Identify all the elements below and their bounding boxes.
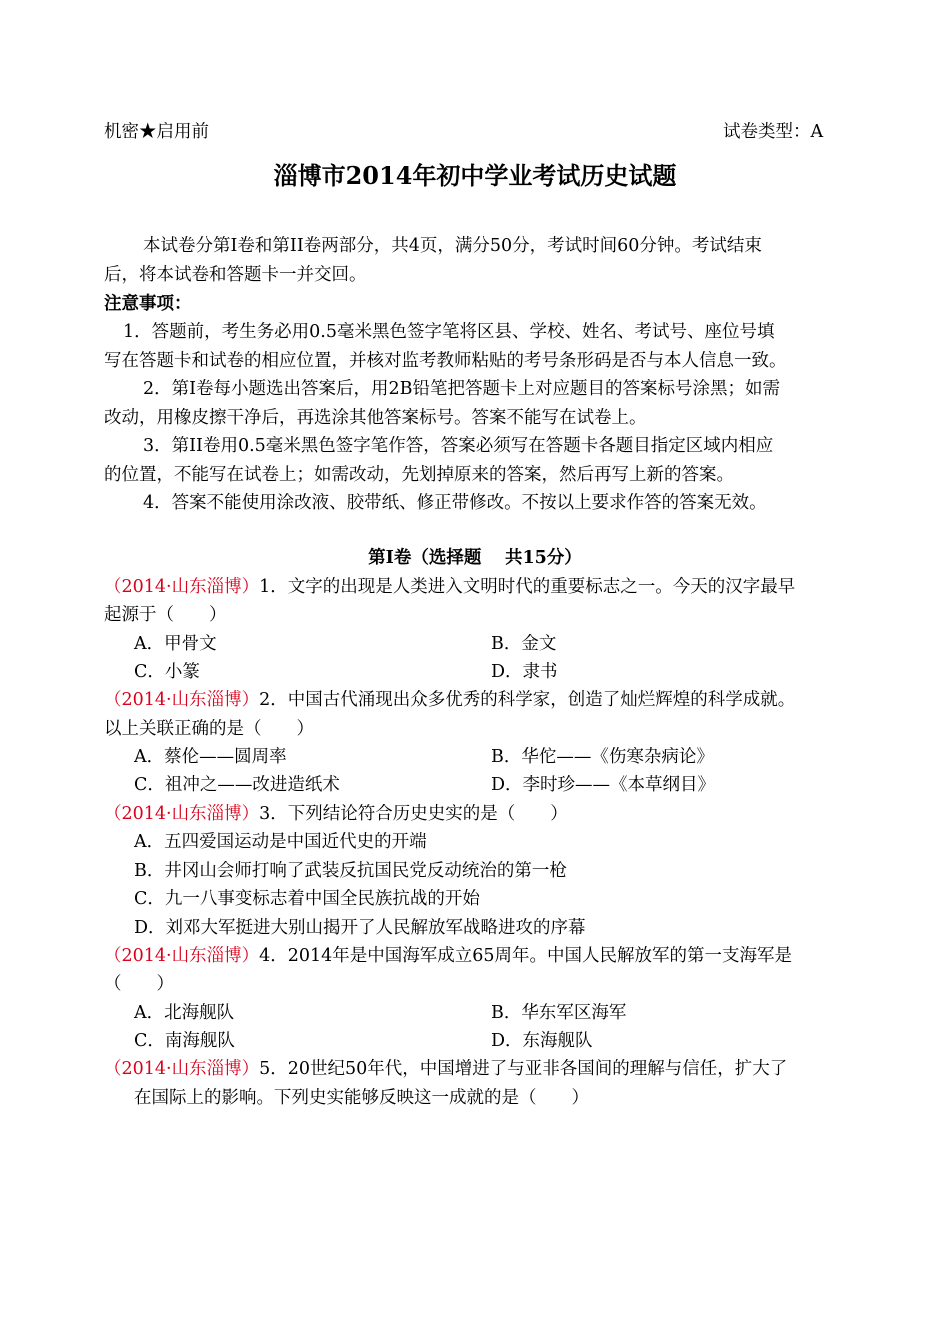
notice-line: 写在答题卡和试卷的相应位置，并核对监考教师粘贴的考号条形码是否与本人信息一致。 bbox=[104, 351, 787, 371]
question-4 bbox=[104, 942, 792, 970]
question-text: 3．下列结论符合历史史实的是（ ） bbox=[259, 804, 568, 824]
option: C．九一八事变标志着中国全民族抗战的开始 bbox=[134, 889, 480, 909]
option: C．南海舰队 bbox=[134, 1031, 235, 1051]
notice-line: 4．答案不能使用涂改液、胶带纸、修正带修改。不按以上要求作答的答案无效。 bbox=[143, 493, 767, 513]
question-text: 4．2014年是中国海军成立65周年。中国人民解放军的第一支海军是 bbox=[259, 946, 793, 966]
question-2 bbox=[104, 686, 795, 714]
question-3 bbox=[104, 800, 568, 828]
question-source: （2014·山东淄博） bbox=[104, 804, 260, 824]
confidential-label: 机密★启用前 bbox=[104, 122, 209, 142]
option: B．金文 bbox=[491, 634, 557, 654]
notice-line: 改动，用橡皮擦干净后，再选涂其他答案标号。答案不能写在试卷上。 bbox=[104, 408, 647, 428]
option: B．华佗——《伤寒杂病论》 bbox=[491, 747, 714, 767]
intro-line-2: 后，将本试卷和答题卡一并交回。 bbox=[104, 265, 367, 285]
option: A．北海舰队 bbox=[134, 1003, 235, 1023]
question-5 bbox=[104, 1055, 787, 1083]
notice-line: 3．第II卷用0.5毫米黑色签字笔作答，答案必须写在答题卡各题目指定区域内相应 bbox=[143, 436, 774, 456]
option: D．东海舰队 bbox=[491, 1031, 593, 1051]
option: B．华东军区海军 bbox=[491, 1003, 627, 1023]
notice-line: 1．答题前，考生务必用0.5毫米黑色签字笔将区县、学校、姓名、考试号、座位号填 bbox=[123, 322, 775, 342]
option: A．五四爱国运动是中国近代史的开端 bbox=[134, 832, 427, 852]
option: A．甲骨文 bbox=[134, 634, 217, 654]
notice-line: 2．第I卷每小题选出答案后，用2B铅笔把答题卡上对应题目的答案标号涂黑；如需 bbox=[143, 379, 781, 399]
question-text-cont: 在国际上的影响。下列史实能够反映这一成就的是（ ） bbox=[134, 1088, 589, 1108]
question-source: （2014·山东淄博） bbox=[104, 946, 260, 966]
question-source: （2014·山东淄博） bbox=[104, 690, 260, 710]
paper-type-label: 试卷类型：A bbox=[723, 122, 824, 142]
option: D．隶书 bbox=[491, 662, 558, 682]
notice-line: 的位置，不能写在试卷上；如需改动，先划掉原来的答案，然后再写上新的答案。 bbox=[104, 465, 734, 485]
question-source: （2014·山东淄博） bbox=[104, 577, 260, 597]
option: C．祖冲之——改进造纸术 bbox=[134, 775, 340, 795]
option: D．刘邓大军挺进大别山揭开了人民解放军战略进攻的序幕 bbox=[134, 918, 586, 938]
question-text: 1．文字的出现是人类进入文明时代的重要标志之一。今天的汉字最早 bbox=[259, 577, 796, 597]
page-title: 淄博市2014年初中学业考试历史试题 bbox=[273, 161, 677, 190]
option: D．李时珍——《本草纲目》 bbox=[491, 775, 716, 795]
question-1 bbox=[104, 573, 795, 601]
question-text-cont: （ ） bbox=[104, 974, 174, 994]
option: C．小篆 bbox=[134, 662, 200, 682]
question-text: 2．中国古代涌现出众多优秀的科学家，创造了灿烂辉煌的科学成就。 bbox=[259, 690, 796, 710]
intro-line-1: 本试卷分第I卷和第II卷两部分，共4页，满分50分，考试时间60分钟。考试结束 bbox=[143, 236, 762, 256]
option: A．蔡伦——圆周率 bbox=[134, 747, 287, 767]
section-title: 第I卷（选择题 共15分） bbox=[368, 548, 582, 568]
notice-heading: 注意事项： bbox=[104, 294, 192, 314]
question-text-cont: 以上关联正确的是（ ） bbox=[104, 719, 314, 739]
question-source: （2014·山东淄博） bbox=[104, 1059, 260, 1079]
question-text-cont: 起源于（ ） bbox=[104, 605, 227, 625]
option: B．井冈山会师打响了武装反抗国民党反动统治的第一枪 bbox=[134, 861, 567, 881]
question-text: 5．20世纪50年代，中国增进了与亚非各国间的理解与信任，扩大了 bbox=[259, 1059, 788, 1079]
